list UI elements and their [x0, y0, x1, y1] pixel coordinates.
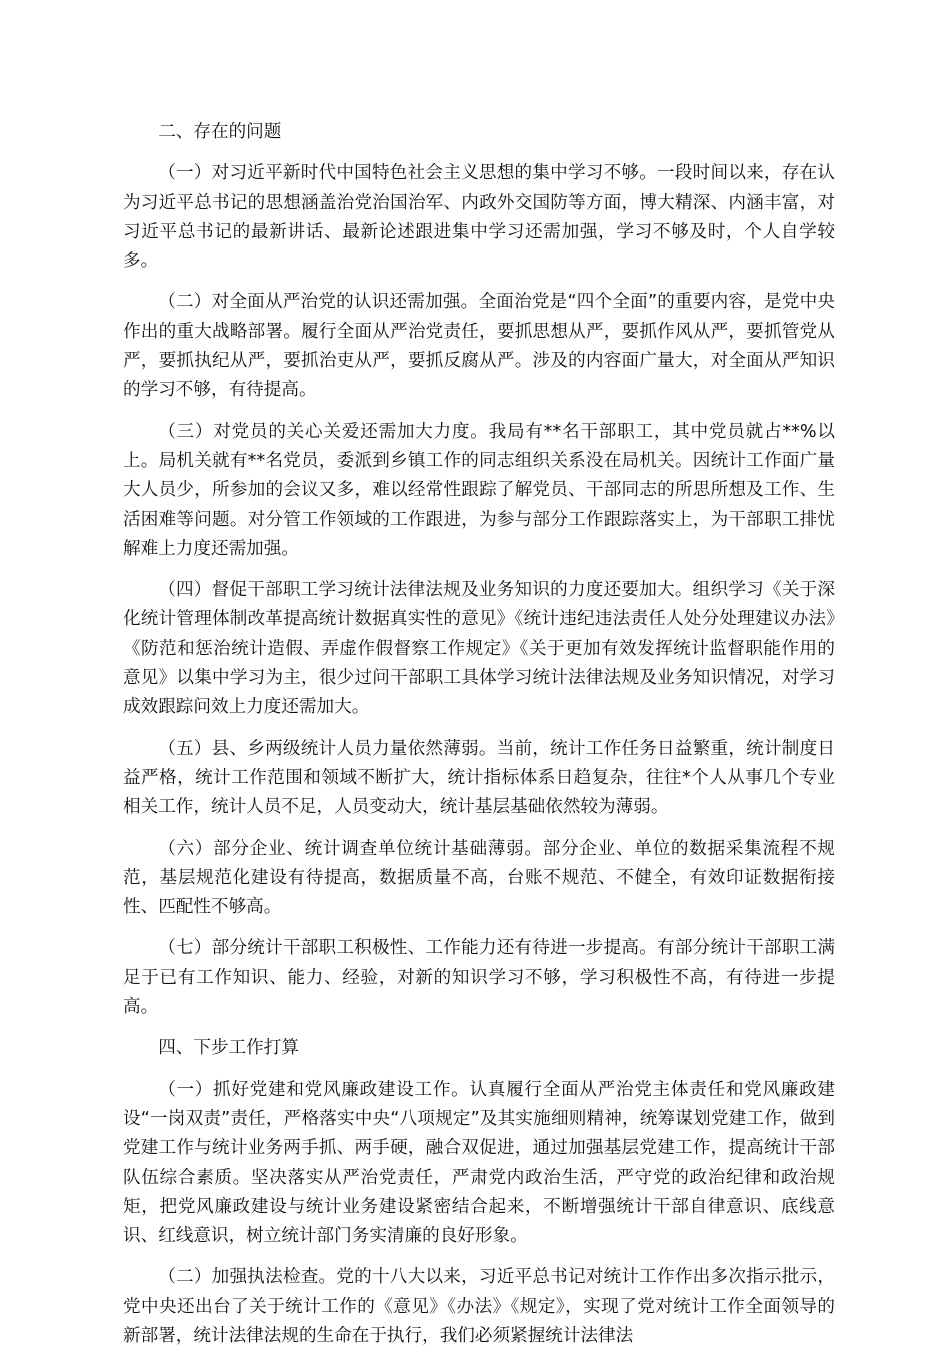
document-page: [123, 118, 835, 1363]
paragraph: （七）部分统计干部职工积极性、工作能力还有待进一步提高。有部分统计干部职工满足于已有工作知识、能力、经验，对新的知识学习不够，学习积极性不高，有待进一步提高。: [123, 938, 835, 1018]
paragraph: （一）对习近平新时代中国特色社会主义思想的集中学习不够。一段时间以来，存在认为习近平总书记的思想涵盖治党治国治军、内政外交国防等方面，博大精深、内涵丰富，对习近平总书记的最新讲话、最新论述跟进集中学习还需加强，学习不够及时，个人自学较多。: [123, 163, 835, 272]
paragraph: （四）督促干部职工学习统计法律法规及业务知识的力度还要加大。组织学习《关于深化统计管理体制改革提高统计数据真实性的意见》《统计违纪违法责任人处分处理建议办法》《防范和惩治统计造假、弄虚作假督察工作规定》《关于更加有效发挥统计监督职能作用的意见》以集中学习为主，很少过问干部职工具体学习统计法律法规及业务知识情况，对学习成效跟踪问效上力度还需加大。: [123, 580, 835, 718]
paragraph: （五）县、乡两级统计人员力量依然薄弱。当前，统计工作任务日益繁重，统计制度日益严格，统计工作范围和领域不断扩大，统计指标体系日趋复杂，往往*个人从事几个专业相关工作，统计人员不足，人员变动大，统计基层基础依然较为薄弱。: [123, 738, 835, 818]
paragraph: （三）对党员的关心关爱还需加大力度。我局有**名干部职工，其中党员就占**%以上。局机关就有**名党员，委派到乡镇工作的同志组织关系没在局机关。因统计工作面广量大人员少，所参加的会议又多，难以经常性跟踪了解党员、干部同志的所思所想及工作、生活困难等问题。对分管工作领域的工作跟进，为参与部分工作跟踪落实上，为干部职工排忧解难上力度还需加强。: [123, 421, 835, 559]
paragraph: （一）抓好党建和党风廉政建设工作。认真履行全面从严治党主体责任和党风廉政建设“一岗双责”责任，严格落实中央“八项规定”及其实施细则精神，统筹谋划党建工作，做到党建工作与统计业务两手抓、两手硬，融合双促进，通过加强基层党建工作，提高统计干部队伍综合素质。坚决落实从严治党责任，严肃党内政治生活，严守党的政治纪律和政治规矩，把党风廉政建设与统计业务建设紧密结合起来，不断增强统计干部自律意识、底线意识、红线意识，树立统计部门务实清廉的良好形象。: [123, 1079, 835, 1247]
section-heading-problems: 二、存在的问题: [158, 122, 282, 142]
paragraph: （二）对全面从严治党的认识还需加强。全面治党是“四个全面”的重要内容，是党中央作出的重大战略部署。履行全面从严治党责任，要抓思想从严，要抓作风从严，要抓管党从严，要抓执纪从严，要抓治吏从严，要抓反腐从严。涉及的内容面广量大，对全面从严知识的学习不够，有待提高。: [123, 292, 835, 401]
section-heading-next-steps: 四、下步工作打算: [158, 1038, 299, 1059]
paragraph: （二）加强执法检查。党的十八大以来，习近平总书记对统计工作作出多次指示批示，党中央还出台了关于统计工作的《意见》《办法》《规定》，实现了党对统计工作全面领导的新部署，统计法律法规的生命在于执行，我们必须紧握统计法律法: [123, 1267, 835, 1346]
paragraph: （六）部分企业、统计调查单位统计基础薄弱。部分企业、单位的数据采集流程不规范，基层规范化建设有待提高，数据质量不高，台账不规范、不健全，有效印证数据衔接性、匹配性不够高。: [123, 838, 835, 918]
